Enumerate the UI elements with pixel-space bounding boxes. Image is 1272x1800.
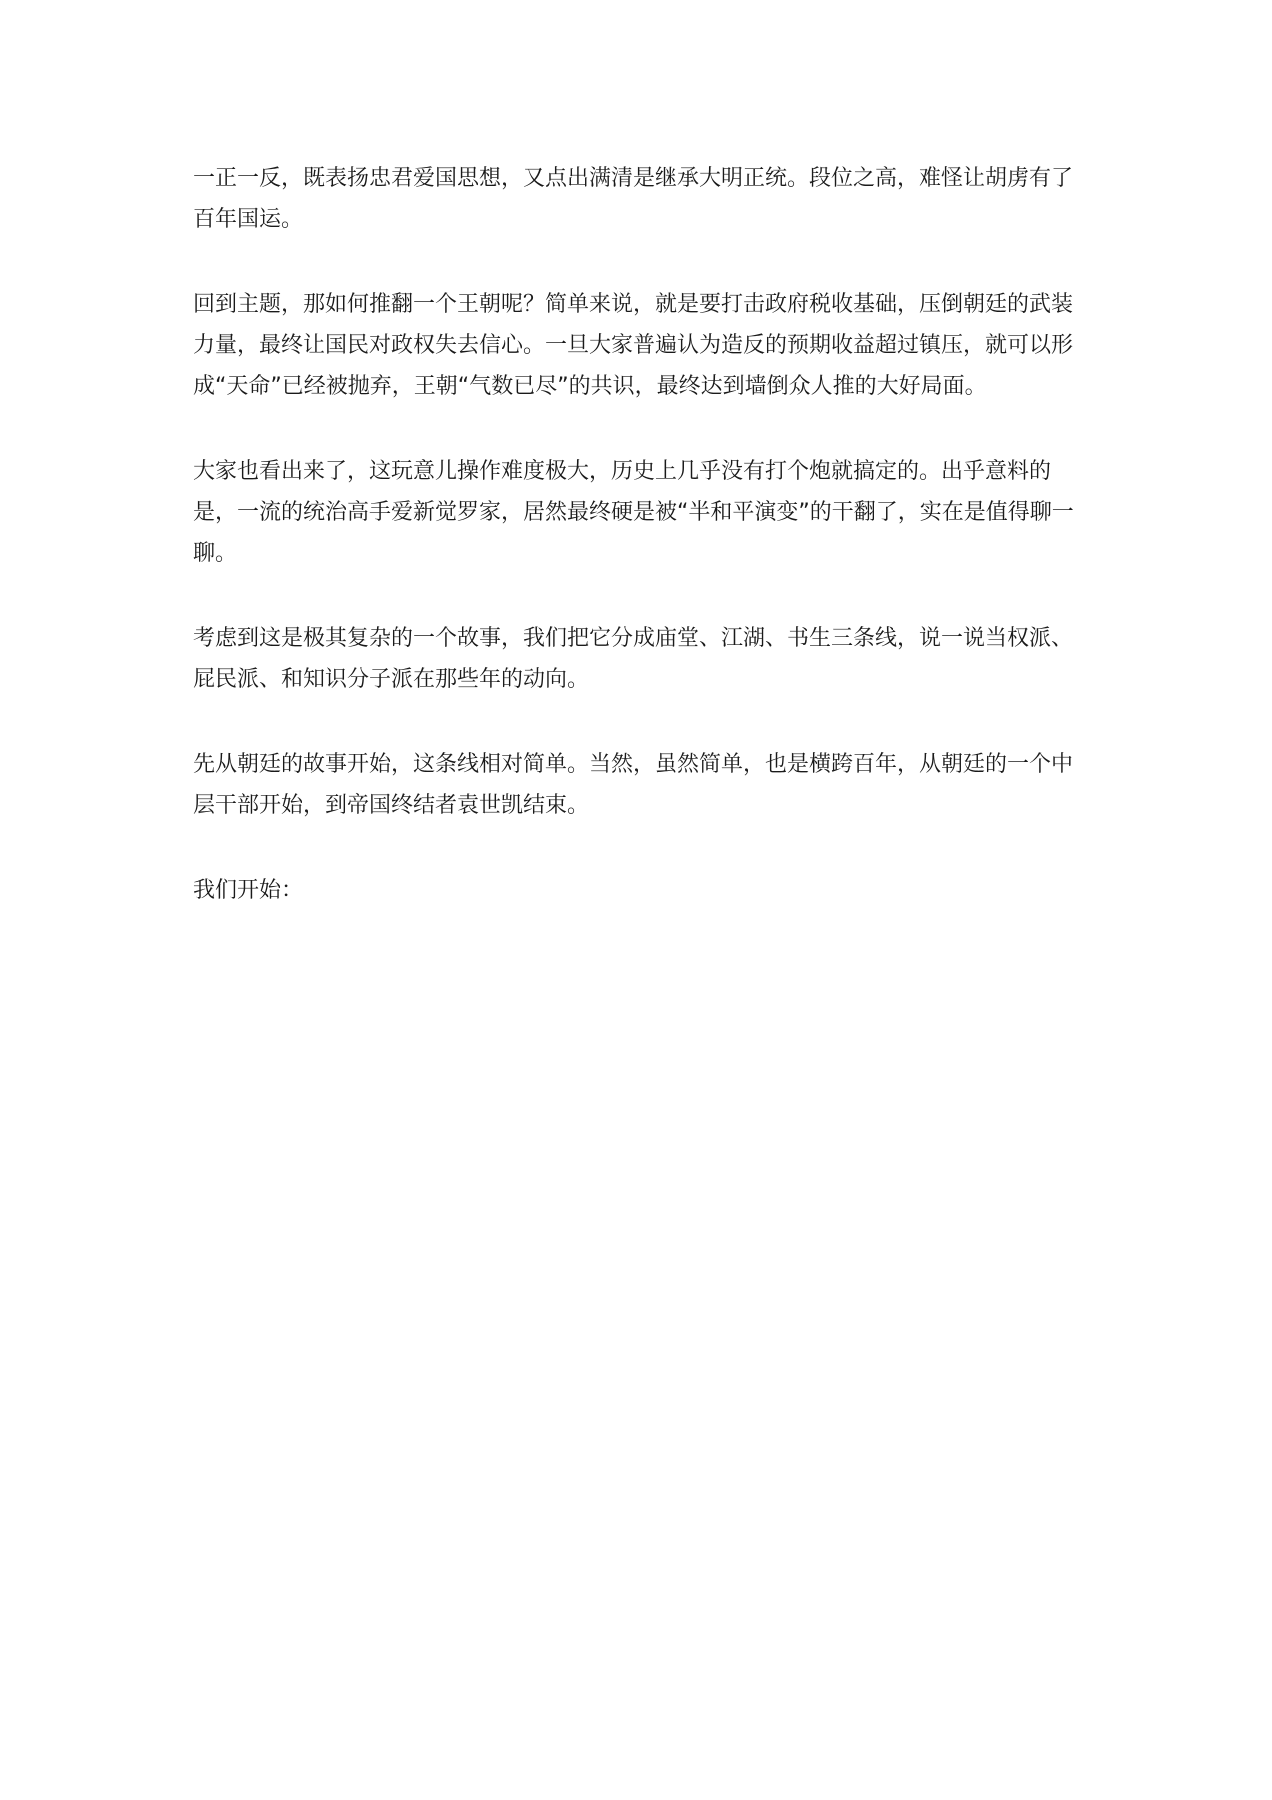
paragraph: 考虑到这是极其复杂的一个故事，我们把它分成庙堂、江湖、书生三条线，说一说当权派、屁民派、和知识分子派在那些年的动向。 <box>193 626 1074 692</box>
article-body <box>193 158 1079 955</box>
paragraph: 一正一反，既表扬忠君爱国思想，又点出满清是继承大明正统。段位之高，难怪让胡虏有了百年国运。 <box>193 166 1074 232</box>
paragraph: 先从朝廷的故事开始，这条线相对简单。当然，虽然简单，也是横跨百年，从朝廷的一个中层干部开始，到帝国终结者袁世凯结束。 <box>193 752 1074 818</box>
paragraph: 大家也看出来了，这玩意儿操作难度极大，历史上几乎没有打个炮就搞定的。出乎意料的是，一流的统治高手爱新觉罗家，居然最终硬是被“半和平演变”的干翻了，实在是值得聊一聊。 <box>193 459 1074 566</box>
paragraph: 回到主题，那如何推翻一个王朝呢？简单来说，就是要打击政府税收基础，压倒朝廷的武装力量，最终让国民对政权失去信心。一旦大家普遍认为造反的预期收益超过镇压，就可以形成“天命”已经被抛弃，王朝“气数已尽”的共识，最终达到墙倒众人推的大好局面。 <box>193 292 1074 399</box>
paragraph: 我们开始： <box>193 878 304 903</box>
